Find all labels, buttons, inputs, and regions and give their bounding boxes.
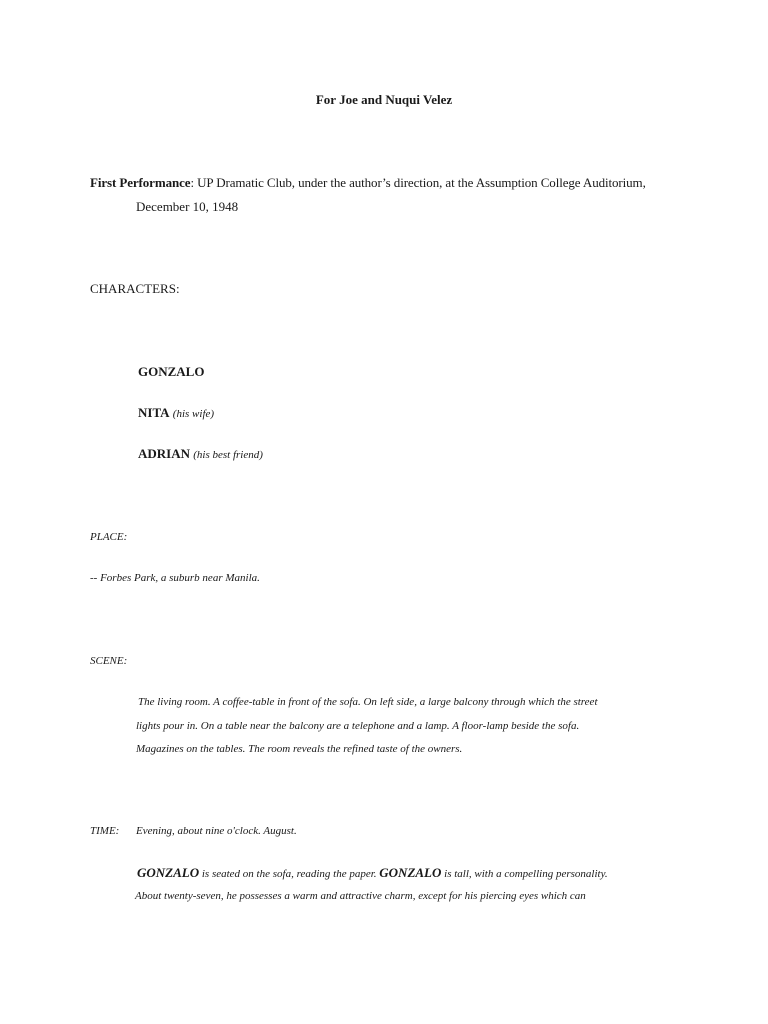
- scene-line: Magazines on the tables. The room reveals the refined taste of the owners.: [136, 743, 463, 755]
- place-heading: PLACE:: [90, 531, 128, 543]
- characters-heading: CHARACTERS:: [90, 281, 180, 296]
- character-nita: [138, 405, 214, 421]
- first-performance-date: December 10, 1948: [136, 199, 239, 214]
- dedication: For Joe and Nuqui Velez: [315, 92, 453, 107]
- character-name: ADRIAN: [138, 446, 190, 461]
- first-performance-line: [90, 175, 646, 191]
- scene-heading: SCENE:: [90, 655, 128, 667]
- character-name: GONZALO: [138, 364, 205, 379]
- character-note: (his best friend): [193, 449, 263, 461]
- scene-line: The living room. A coffee-table in front of the sofa. On left side, a large balcony through which the street: [138, 696, 598, 708]
- character-gonzalo: [138, 364, 204, 380]
- place-text: -- Forbes Park, a suburb near Manila.: [90, 572, 260, 584]
- character-note: (his wife): [172, 408, 215, 420]
- time-heading: TIME:: [90, 825, 120, 837]
- character-adrian: [138, 446, 263, 462]
- character-name: NITA: [138, 405, 170, 420]
- description-line-2: About twenty-seven, he possesses a warm and attractive charm, except for his piercing eyes which can: [135, 890, 586, 902]
- first-performance-label: First Performance: [90, 175, 191, 190]
- character-name: GONZALO: [379, 865, 442, 880]
- scene-description: [136, 691, 598, 762]
- character-name: GONZALO: [137, 865, 200, 880]
- description-line-1: GONZALO is seated on the sofa, reading the paper. GONZALO is tall, with a compelling personality.: [137, 865, 608, 880]
- time-text: Evening, about nine o'clock. August.: [136, 825, 297, 837]
- first-performance-text: : UP Dramatic Club, under the author’s direction, at the Assumption College Auditorium,: [190, 175, 646, 190]
- scene-line: lights pour in. On a table near the balcony are a telephone and a lamp. A floor-lamp beside the sofa.: [136, 719, 580, 732]
